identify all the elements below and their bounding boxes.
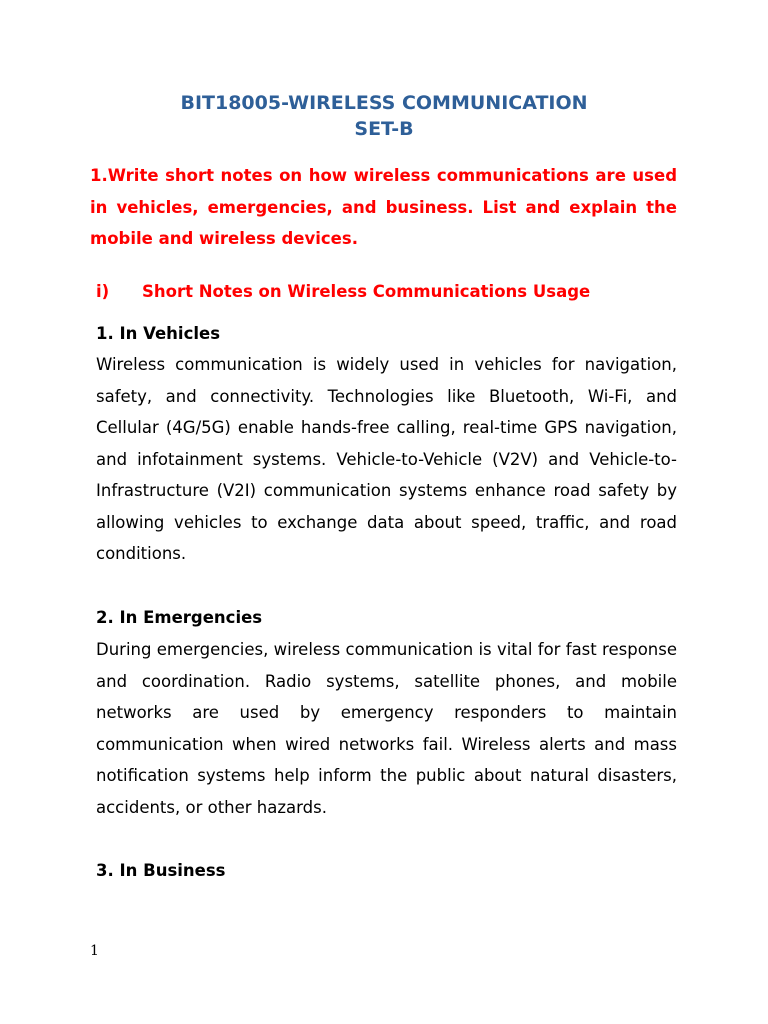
- subsection-body-vehicles: Wireless communication is widely used in vehicles for navigation, safety, and connectivity. Technologies like Bluetooth, Wi-Fi, and Cellular (4G/5G) enable hands-free calling, real-time GPS navigation, and infotainment systems. Vehicle-to-Vehicle (V2V) and Vehicle-to-Infrastructure (V2I) communication systems enhance road safety by allowing vehicles to exchange data about speed, traffic, and road conditions.: [96, 355, 677, 563]
- document-title: BIT18005-WIRELESS COMMUNICATION: [180, 92, 588, 114]
- page-number: 1: [90, 943, 99, 959]
- subsection-heading-business: 3. In Business: [96, 861, 226, 880]
- section-numeral: i): [96, 282, 110, 301]
- subsection-heading-vehicles: 1. In Vehicles: [96, 324, 221, 343]
- section-heading: [96, 278, 696, 306]
- question-text: 1.Write short notes on how wireless communications are used in vehicles, emergencies, and business. List and explain the mobile and wireless devices.: [90, 166, 677, 248]
- subsection-heading-emergencies: 2. In Emergencies: [96, 608, 263, 627]
- document-title-block: [0, 90, 768, 142]
- section-heading-text: Short Notes on Wireless Communications Usage: [142, 282, 591, 301]
- document-subtitle: SET-B: [354, 118, 414, 140]
- subsection-body-emergencies: During emergencies, wireless communication is vital for fast response and coordination. Radio systems, satellite phones, and mobile networks are used by emergency responders to maintain communication when wired networks fail. Wireless alerts and mass notification systems help inform the public about natural disasters, accidents, or other hazards.: [96, 640, 677, 817]
